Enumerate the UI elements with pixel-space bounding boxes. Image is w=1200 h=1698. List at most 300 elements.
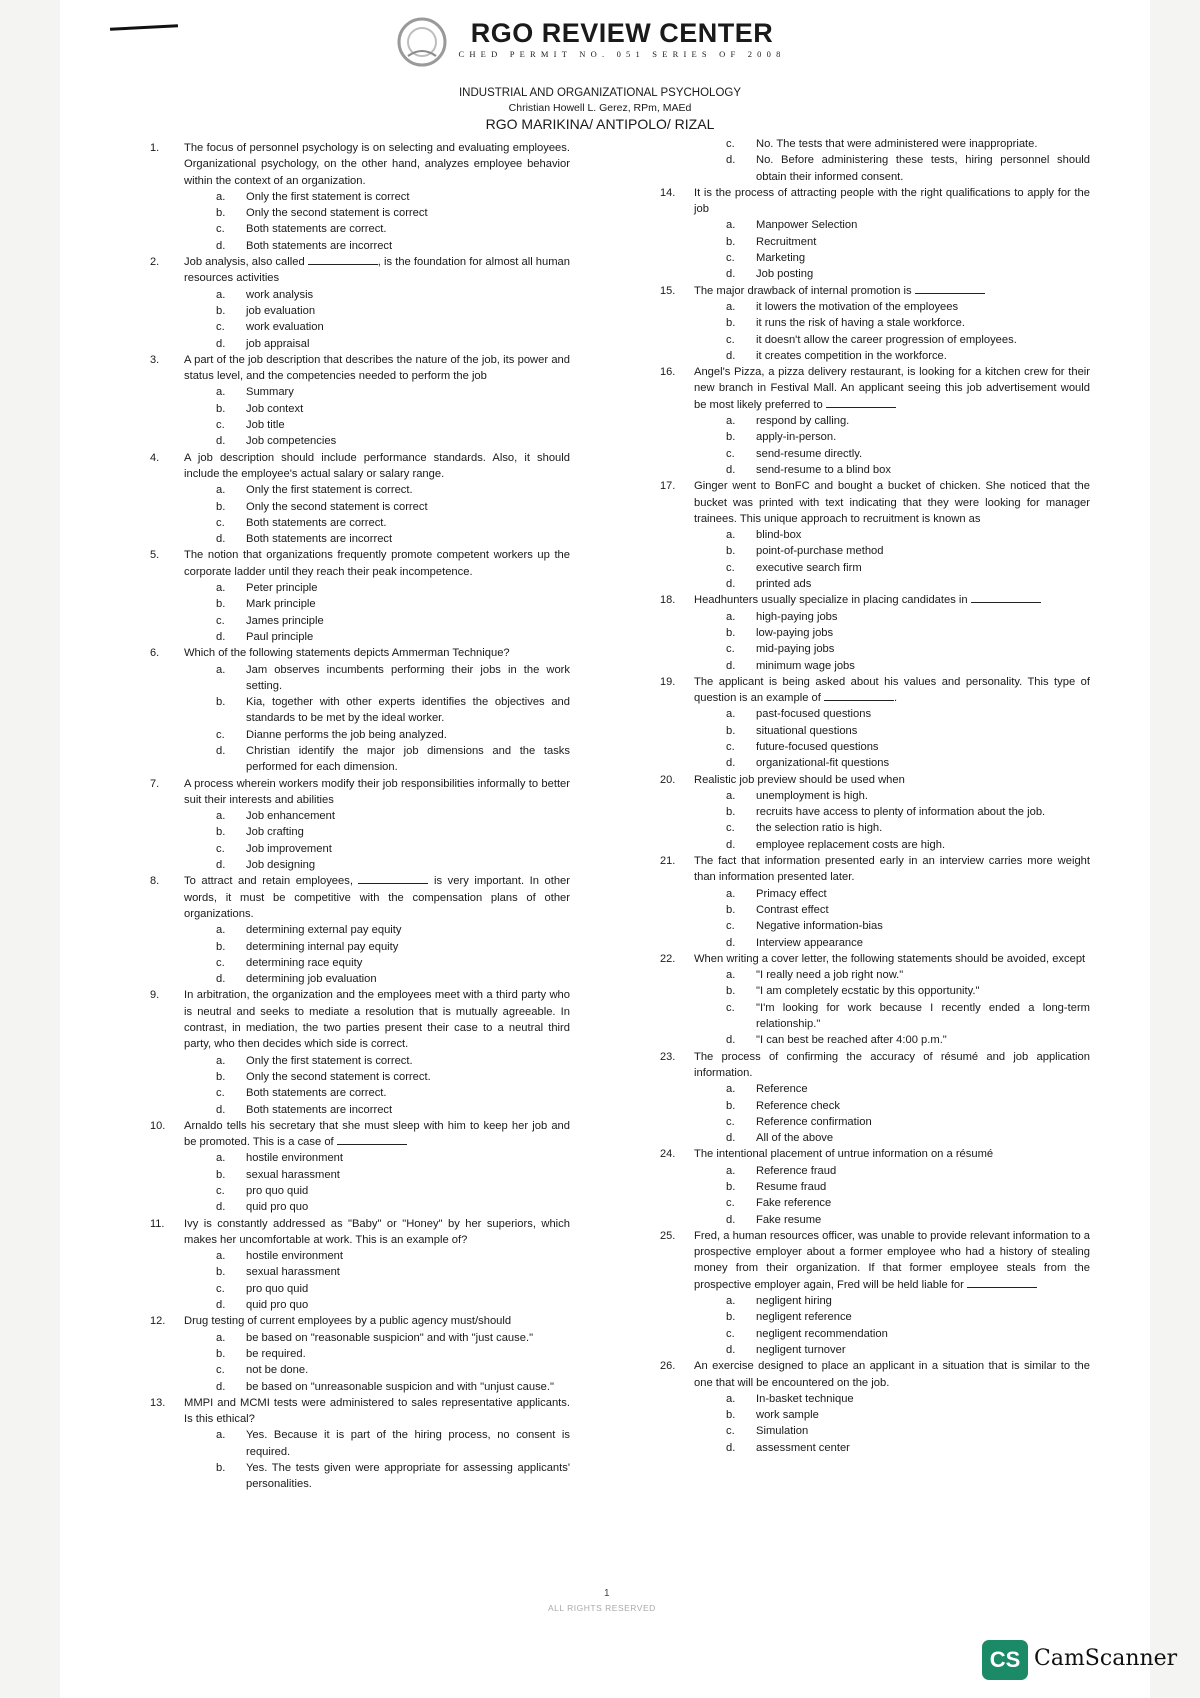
option-text: Interview appearance: [756, 936, 863, 949]
option-list: [184, 808, 570, 873]
question-text-start: Arnaldo tells his secretary that she must sleep with him to keep her job and be promoted. This is a case of: [184, 1119, 570, 1149]
option-letter: d.: [216, 744, 226, 757]
option-text: low-paying jobs: [756, 626, 834, 639]
option-list: [184, 384, 570, 449]
answer-option: [694, 706, 1090, 722]
option-letter: c.: [726, 643, 735, 656]
answer-option: [694, 1391, 1090, 1407]
option-text: Job enhancement: [246, 810, 335, 823]
answer-option: [694, 429, 1090, 445]
option-text: Christian identify the major job dimensions and the tasks performed for each dimension.: [246, 744, 570, 774]
option-text: Contrast effect: [756, 903, 829, 916]
option-list: [184, 189, 570, 254]
option-text: it lowers the motivation of the employees: [756, 300, 959, 313]
left-column: [150, 140, 570, 1493]
option-text: Only the second statement is correct: [246, 500, 428, 513]
question-text-start: Angel's Pizza, a pizza delivery restaurant, is looking for a kitchen crew for their new branch in Festival Mall. An applicant seeing this job advertisement would be most likely preferred to: [694, 366, 1090, 411]
question-text: [694, 674, 1090, 707]
question-number: 3.: [150, 353, 160, 366]
answer-option: [184, 1199, 570, 1215]
answer-option: [694, 723, 1090, 739]
option-text: recruits have access to plenty of information about the job.: [756, 806, 1046, 819]
answer-option: [694, 1440, 1090, 1456]
answer-option: [694, 658, 1090, 674]
question-number: 25.: [660, 1229, 676, 1242]
option-letter: b.: [216, 1266, 226, 1279]
question-text-start: To attract and retain employees,: [184, 875, 353, 888]
question-text: A job description should include performance standards. Also, it should include the employee's actual salary or salary range.: [184, 451, 570, 480]
answer-option: [184, 515, 570, 531]
option-text: executive search firm: [756, 561, 862, 574]
question-text: The intentional placement of untrue information on a résumé: [694, 1148, 994, 1161]
answer-option: [694, 332, 1090, 348]
option-text: Jam observes incumbents performing their jobs in the work setting.: [246, 663, 570, 692]
answer-option: [694, 299, 1090, 315]
option-letter: c.: [216, 1282, 225, 1295]
option-letter: d.: [726, 659, 736, 672]
option-text: Both statements are correct.: [246, 516, 387, 529]
answer-option: [184, 1330, 570, 1346]
question-number: 13.: [150, 1396, 166, 1409]
question: [150, 776, 570, 874]
question-text: [694, 364, 1090, 413]
option-text: negligent reference: [756, 1311, 852, 1324]
question-number: 12.: [150, 1315, 166, 1328]
option-text: Reference: [756, 1083, 808, 1096]
answer-option: [184, 1069, 570, 1085]
question: [660, 1049, 1090, 1147]
question-text-start: Fred, a human resources officer, was unable to provide relevant information to a prospective employer about a former employee who had a history of stealing money from their organization. If that former employee steals from the prospective employer again, Fred will be held liable for: [694, 1229, 1090, 1291]
option-text: quid pro quo: [246, 1299, 309, 1312]
option-text: job appraisal: [246, 337, 310, 350]
option-letter: a.: [726, 969, 736, 982]
option-text: send-resume directly.: [756, 447, 863, 460]
answer-option: [184, 1085, 570, 1101]
option-letter: b.: [216, 696, 226, 709]
question-text: [184, 1118, 570, 1151]
answer-option: [184, 824, 570, 840]
question-text: [694, 1228, 1090, 1293]
option-letter: b.: [216, 598, 226, 611]
answer-option: [184, 743, 570, 776]
option-text: Negative information-bias: [756, 920, 883, 933]
option-letter: b.: [216, 1168, 226, 1181]
answer-option: [184, 922, 570, 938]
option-letter: b.: [216, 207, 226, 220]
question: [150, 450, 570, 548]
question: [150, 645, 570, 775]
question-text: The focus of personnel psychology is on selecting and evaluating employees. Organizational psychology, on the other hand, analyzes employee behavior within the context of an organization.: [184, 142, 570, 187]
option-text: future-focused questions: [756, 740, 879, 753]
answer-option: [694, 1212, 1090, 1228]
answer-option: [694, 625, 1090, 641]
question: [150, 547, 570, 645]
option-text: mid-paying jobs: [756, 643, 835, 656]
option-text: "I can best be reached after 4:00 p.m.": [756, 1034, 947, 1047]
option-letter: d.: [726, 463, 736, 476]
question-number: 18.: [660, 594, 676, 607]
option-text: it creates competition in the workforce.: [756, 349, 947, 362]
option-text: Job context: [246, 402, 304, 415]
answer-option: [694, 886, 1090, 902]
answer-option: [694, 413, 1090, 429]
answer-option: [694, 234, 1090, 250]
answer-option: [694, 967, 1090, 983]
answer-option: [694, 609, 1090, 625]
answer-option: [184, 1248, 570, 1264]
option-text: determining job evaluation: [246, 973, 377, 986]
answer-option: [694, 918, 1090, 934]
answer-option: [184, 613, 570, 629]
option-text: blind-box: [756, 529, 802, 542]
option-letter: b.: [216, 1347, 226, 1360]
option-text: situational questions: [756, 724, 858, 737]
question-number: 2.: [150, 256, 160, 269]
option-text: point-of-purchase method: [756, 545, 884, 558]
answer-option: [184, 857, 570, 873]
option-list: [694, 967, 1090, 1048]
option-text: Yes. The tests given were appropriate for assessing applicants' personalities.: [246, 1462, 570, 1491]
option-text: Both statements are incorrect: [246, 239, 393, 252]
answer-option: [184, 205, 570, 221]
question: [660, 592, 1090, 673]
question-number: 9.: [150, 989, 160, 1002]
branch-title: RGO MARIKINA/ ANTIPOLO/ RIZAL: [485, 116, 715, 132]
question-number: 8.: [150, 875, 160, 888]
option-letter: d.: [726, 349, 736, 362]
option-letter: b.: [726, 1311, 736, 1324]
option-text: high-paying jobs: [756, 610, 838, 623]
question-number: 4.: [150, 451, 160, 464]
option-letter: c.: [726, 561, 735, 574]
option-letter: a.: [216, 288, 226, 301]
answer-option: [694, 641, 1090, 657]
option-letter: c.: [726, 138, 735, 150]
option-letter: a.: [216, 1054, 226, 1067]
answer-option: [184, 417, 570, 433]
option-letter: c.: [216, 419, 225, 432]
option-text: Kia, together with other experts identifies the objectives and standards to be met by the ideal worker.: [246, 696, 570, 725]
camscanner-logo-icon: CS: [982, 1640, 1028, 1680]
option-text: Only the first statement is correct.: [246, 1054, 413, 1067]
answer-option: [184, 433, 570, 449]
option-list: [184, 922, 570, 987]
question: [660, 853, 1090, 951]
option-text: Job title: [246, 419, 285, 432]
answer-option: [184, 238, 570, 254]
option-text: Marketing: [756, 252, 806, 265]
option-list: [694, 413, 1090, 478]
option-letter: b.: [216, 940, 226, 953]
question-number: 5.: [150, 549, 160, 562]
option-text: Fake reference: [756, 1197, 832, 1210]
option-text: negligent hiring: [756, 1295, 832, 1308]
option-letter: d.: [216, 533, 226, 546]
camscanner-watermark: CamScanner: [1034, 1646, 1178, 1671]
option-letter: b.: [726, 724, 736, 737]
answer-option: [184, 1379, 570, 1395]
option-list: [694, 136, 1090, 185]
option-text: minimum wage jobs: [756, 659, 855, 672]
answer-option: [184, 1053, 570, 1069]
answer-option: [184, 629, 570, 645]
option-text: Paul principle: [246, 630, 314, 643]
answer-option: [694, 1000, 1090, 1033]
option-text: Resume fraud: [756, 1181, 827, 1193]
answer-option: [184, 841, 570, 857]
question-number: 17.: [660, 480, 676, 493]
answer-option: [694, 1032, 1090, 1048]
answer-option: [184, 1102, 570, 1118]
option-letter: a.: [216, 190, 226, 203]
option-list: [184, 287, 570, 352]
option-text: hostile environment: [246, 1152, 344, 1165]
question-text: In arbitration, the organization and the employees meet with a third party who is neutral and seeks to mediate a resolution that is mutually agreeable. In contrast, in mediation, the two parties present their case to a neutral third party, who then decides which side is correct.: [184, 989, 570, 1051]
question-number: 19.: [660, 675, 676, 688]
option-text: pro quo quid: [246, 1282, 309, 1295]
option-list: [694, 706, 1090, 771]
option-letter: b.: [726, 1409, 736, 1422]
answer-blank: [337, 1134, 407, 1145]
question-text-end: .: [893, 692, 898, 705]
option-text: not be done.: [246, 1364, 309, 1377]
option-list: [694, 788, 1090, 853]
option-text: quid pro quo: [246, 1201, 309, 1214]
answer-option: [694, 1081, 1090, 1097]
question-text: Drug testing of current employees by a public agency must/should: [184, 1315, 512, 1328]
question: [660, 951, 1090, 1049]
option-letter: a.: [216, 1250, 226, 1263]
answer-option: [184, 1460, 570, 1493]
question: [660, 478, 1090, 592]
answer-blank: [824, 690, 894, 701]
answer-option: [694, 1163, 1090, 1179]
answer-option: [184, 482, 570, 498]
answer-option: [694, 1130, 1090, 1146]
option-letter: b.: [726, 1099, 736, 1112]
option-letter: d.: [216, 435, 226, 448]
option-text: Only the second statement is correct.: [246, 1070, 431, 1083]
option-text: negligent recommendation: [756, 1327, 888, 1340]
option-letter: d.: [726, 1343, 736, 1356]
question-number: 26.: [660, 1360, 676, 1373]
question: [150, 1216, 570, 1314]
answer-blank: [826, 397, 896, 408]
option-letter: b.: [726, 1181, 736, 1193]
answer-option: [184, 384, 570, 400]
answer-option: [184, 1427, 570, 1460]
option-letter: b.: [216, 402, 226, 415]
option-list: [694, 1293, 1090, 1358]
answer-option: [694, 1423, 1090, 1439]
answer-blank: [358, 873, 428, 884]
right-column: [660, 136, 1090, 1456]
subject-title: INDUSTRIAL AND ORGANIZATIONAL PSYCHOLOGY: [458, 87, 741, 99]
option-text: printed ads: [756, 578, 812, 591]
answer-option: [694, 1098, 1090, 1114]
option-text: Job posting: [756, 268, 814, 281]
option-letter: c.: [216, 728, 225, 741]
option-letter: b.: [726, 985, 736, 998]
option-letter: d.: [726, 268, 736, 281]
answer-option: [694, 1342, 1090, 1358]
option-text: be based on "reasonable suspicion" and with "just cause.": [246, 1331, 534, 1344]
answer-option: [694, 837, 1090, 853]
answer-option: [184, 499, 570, 515]
option-letter: a.: [216, 810, 226, 823]
document-header: [380, 86, 820, 133]
option-text: Both statements are correct.: [246, 223, 387, 236]
question: [150, 987, 570, 1117]
option-text: No. The tests that were administered were inappropriate.: [756, 138, 1038, 150]
question-number: 21.: [660, 855, 676, 868]
option-text: Job designing: [246, 859, 316, 872]
answer-option: [184, 287, 570, 303]
answer-option: [694, 136, 1090, 152]
question-number: 20.: [660, 773, 676, 786]
option-letter: a.: [726, 887, 736, 900]
option-text: Recruitment: [756, 235, 817, 248]
answer-option: [694, 348, 1090, 364]
option-letter: d.: [216, 1103, 226, 1116]
option-letter: b.: [216, 1462, 226, 1475]
answer-option: [184, 336, 570, 352]
option-letter: c.: [726, 333, 735, 346]
option-text: Summary: [246, 386, 294, 399]
question: [150, 140, 570, 254]
question-number: 7.: [150, 777, 160, 790]
option-letter: c.: [726, 920, 735, 933]
option-letter: a.: [216, 1152, 226, 1165]
option-letter: c.: [216, 842, 225, 855]
option-letter: d.: [216, 859, 226, 872]
option-text: Primacy effect: [756, 887, 827, 900]
answer-option: [694, 315, 1090, 331]
answer-option: [694, 527, 1090, 543]
question: [660, 1358, 1090, 1456]
option-text: Fake resume: [756, 1213, 822, 1226]
question-number: 6.: [150, 647, 160, 660]
question: [660, 185, 1090, 283]
answer-option: [184, 401, 570, 417]
question-text: [184, 254, 570, 287]
option-letter: d.: [216, 1380, 226, 1393]
question: [150, 1395, 570, 1493]
option-letter: a.: [726, 415, 736, 428]
option-letter: a.: [216, 663, 226, 676]
option-letter: a.: [216, 582, 226, 595]
option-letter: d.: [726, 838, 736, 851]
answer-option: [184, 727, 570, 743]
answer-option: [694, 1293, 1090, 1309]
option-letter: c.: [726, 1327, 735, 1340]
option-list: [184, 1248, 570, 1313]
option-text: work analysis: [246, 288, 314, 301]
option-text: Both statements are correct.: [246, 1087, 387, 1100]
option-text: Simulation: [756, 1425, 809, 1438]
answer-option: [694, 152, 1090, 185]
option-letter: a.: [726, 610, 736, 623]
question-text: When writing a cover letter, the following statements should be avoided, except: [694, 952, 1086, 965]
answer-option: [184, 531, 570, 547]
question: [660, 772, 1090, 853]
answer-option: [694, 902, 1090, 918]
option-text: All of the above: [756, 1132, 834, 1145]
option-letter: a.: [726, 1295, 736, 1308]
option-text: negligent turnover: [756, 1343, 846, 1356]
option-text: it runs the risk of having a stale workforce.: [756, 317, 965, 330]
question-text: The process of confirming the accuracy of résumé and job application information.: [694, 1050, 1090, 1079]
option-text: Reference confirmation: [756, 1115, 872, 1128]
option-letter: b.: [726, 545, 736, 558]
option-text: past-focused questions: [756, 708, 872, 721]
rgo-logo-icon: [396, 16, 448, 68]
answer-option: [694, 217, 1090, 233]
question-text-start: Headhunters usually specialize in placing candidates in: [694, 594, 968, 607]
answer-option: [184, 1362, 570, 1378]
option-letter: d.: [726, 578, 736, 591]
answer-option: [184, 939, 570, 955]
option-text: Only the first statement is correct: [246, 190, 410, 203]
option-text: determining race equity: [246, 956, 363, 969]
question-text: MMPI and MCMI tests were administered to sales representative applicants. Is this ethical?: [184, 1396, 570, 1426]
option-letter: d.: [216, 239, 226, 252]
question-text: A process wherein workers modify their job responsibilities informally to better suit their interests and abilities: [184, 777, 570, 806]
option-letter: d.: [216, 337, 226, 350]
question-number: 10.: [150, 1119, 166, 1132]
option-text: Job crafting: [246, 826, 304, 839]
brand-block: [452, 18, 792, 60]
option-letter: a.: [216, 1331, 226, 1344]
answer-option: [694, 446, 1090, 462]
option-letter: a.: [216, 924, 226, 937]
option-text: job evaluation: [246, 304, 316, 317]
option-text: work evaluation: [246, 321, 324, 334]
option-letter: b.: [726, 317, 736, 330]
option-letter: a.: [216, 484, 226, 497]
option-list: [694, 886, 1090, 951]
answer-blank: [971, 592, 1041, 603]
option-letter: c.: [216, 1087, 225, 1100]
option-letter: d.: [216, 1299, 226, 1312]
answer-option: [694, 1179, 1090, 1195]
option-letter: d.: [726, 1213, 736, 1226]
answer-option: [184, 1346, 570, 1362]
option-letter: a.: [726, 529, 736, 542]
option-text: Job improvement: [246, 842, 332, 855]
option-letter: c.: [726, 822, 735, 835]
question-text: [184, 873, 570, 922]
option-list: [184, 1427, 570, 1492]
option-letter: a.: [726, 708, 736, 721]
answer-option: [694, 739, 1090, 755]
option-letter: b.: [726, 903, 736, 916]
option-list: [184, 662, 570, 776]
option-list: [694, 609, 1090, 674]
option-text: employee replacement costs are high.: [756, 838, 946, 851]
option-list: [184, 1150, 570, 1215]
option-letter: a.: [726, 1083, 736, 1096]
question-text: Ivy is constantly addressed as "Baby" or "Honey" by her superiors, which makes her uncomfortable at work. This is an example of?: [184, 1217, 570, 1246]
answer-option: [694, 820, 1090, 836]
option-list: [694, 1163, 1090, 1228]
answer-option: [694, 804, 1090, 820]
answer-option: [184, 808, 570, 824]
answer-option: [184, 580, 570, 596]
answer-option: [694, 1326, 1090, 1342]
answer-option: [184, 1183, 570, 1199]
option-letter: c.: [726, 252, 735, 265]
